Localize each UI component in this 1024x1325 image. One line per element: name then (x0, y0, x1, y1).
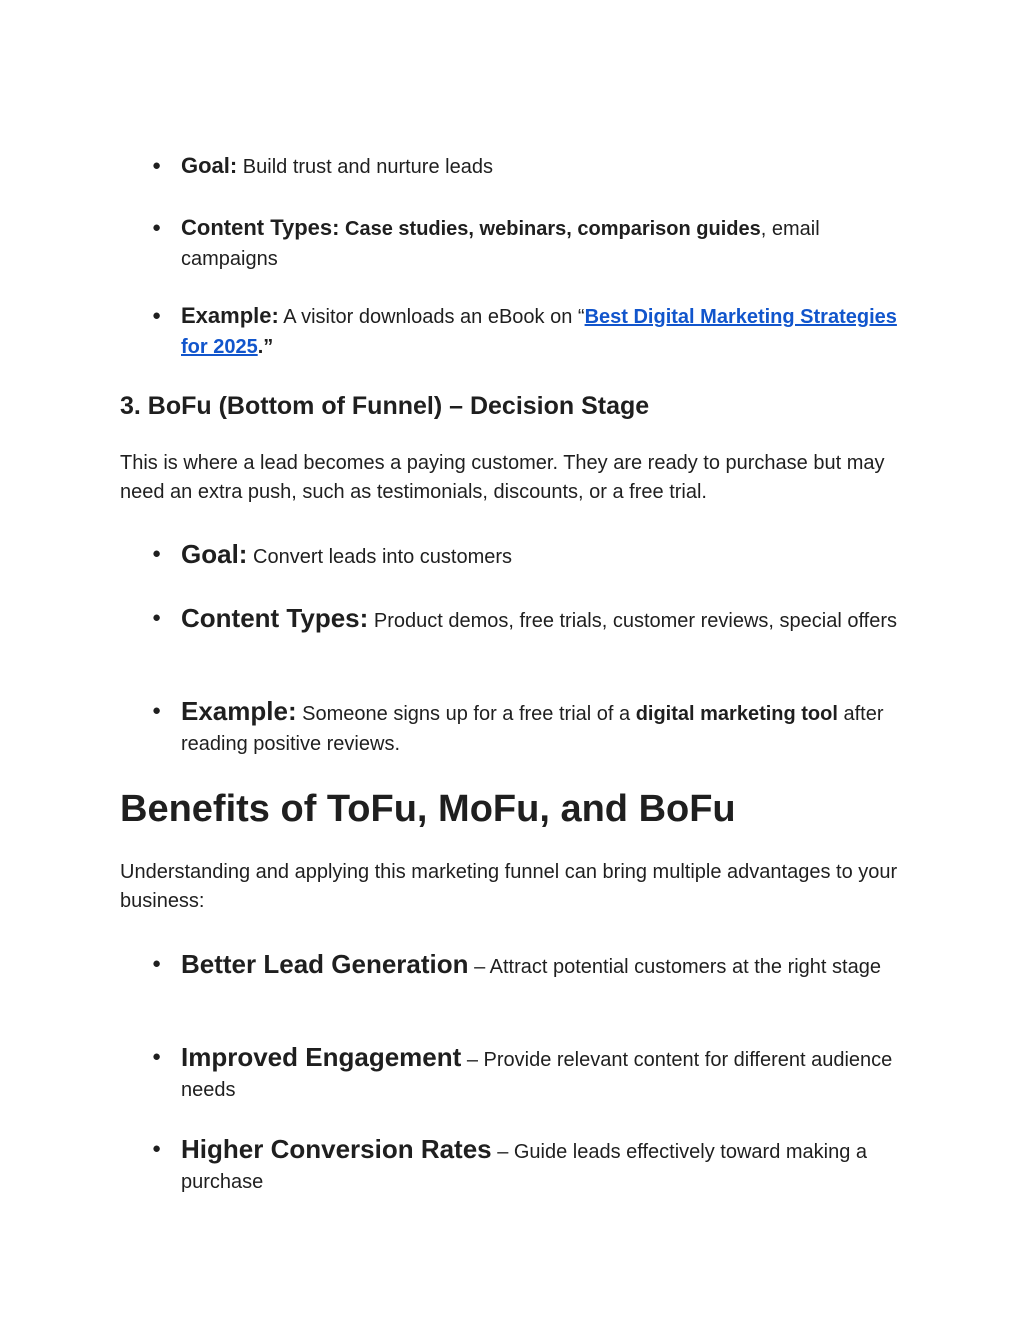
item-label: Higher Conversion Rates (181, 1134, 492, 1164)
list-item-goal (152, 151, 901, 182)
bullet-icon: ● (152, 545, 162, 562)
bullet-icon: ● (152, 307, 162, 324)
list-item-example (152, 696, 901, 759)
item-text: Convert leads into customers (247, 546, 513, 568)
item-bold-text: digital marketing tool (635, 703, 838, 725)
list-item-goal (152, 539, 901, 572)
list-item-content-types (152, 603, 901, 636)
item-text: Product demos, free trials, customer reviews, special offers (368, 610, 898, 632)
item-label: Content Types: (181, 215, 340, 240)
benefits-intro-paragraph: Understanding and applying this marketing funnel can bring multiple advantages to your business: (120, 861, 898, 912)
item-text: – Provide relevant content for different audience needs (181, 1049, 893, 1101)
item-text: Someone signs up for a free trial of a (296, 703, 636, 725)
item-text: , email campaigns (181, 218, 820, 270)
item-label: Content Types: (181, 603, 369, 633)
item-text: A visitor downloads an eBook on “ (278, 306, 585, 328)
bullet-icon: ● (152, 1140, 162, 1157)
section-heading-bofu: 3. BoFu (Bottom of Funnel) – Decision Stage (120, 392, 650, 420)
bullet-icon: ● (152, 1048, 162, 1065)
list-item-content-types (152, 213, 901, 274)
list-item-benefit (152, 949, 901, 982)
bofu-intro-paragraph: This is where a lead becomes a paying customer. They are ready to purchase but may need an extra push, such as testimonials, discounts, or a free trial. (120, 452, 885, 503)
item-label: Goal: (181, 153, 238, 178)
item-label: Goal: (181, 539, 248, 569)
list-item-example (152, 301, 901, 362)
ebook-link[interactable]: Best Digital Marketing Strategies for 2025 (181, 306, 897, 358)
bullet-icon: ● (152, 157, 162, 174)
bullet-icon: ● (152, 702, 162, 719)
item-label: Better Lead Generation (181, 949, 469, 979)
bullet-icon: ● (152, 219, 162, 236)
item-bold-text: Case studies, webinars, comparison guides (339, 218, 761, 240)
section-heading-benefits: Benefits of ToFu, MoFu, and BoFu (120, 788, 736, 830)
item-label: Example: (181, 696, 297, 726)
bullet-icon: ● (152, 609, 162, 626)
item-label: Improved Engagement (181, 1042, 462, 1072)
item-text: – Attract potential customers at the right stage (468, 956, 881, 978)
item-text: after reading positive reviews. (181, 703, 884, 755)
item-label: Example: (181, 303, 279, 328)
bullet-icon: ● (152, 955, 162, 972)
item-text: – Guide leads effectively toward making a purchase (181, 1141, 868, 1193)
item-text: Build trust and nurture leads (237, 156, 493, 178)
list-item-benefit (152, 1134, 901, 1197)
list-item-benefit (152, 1042, 901, 1105)
item-close-quote: .” (257, 336, 274, 358)
